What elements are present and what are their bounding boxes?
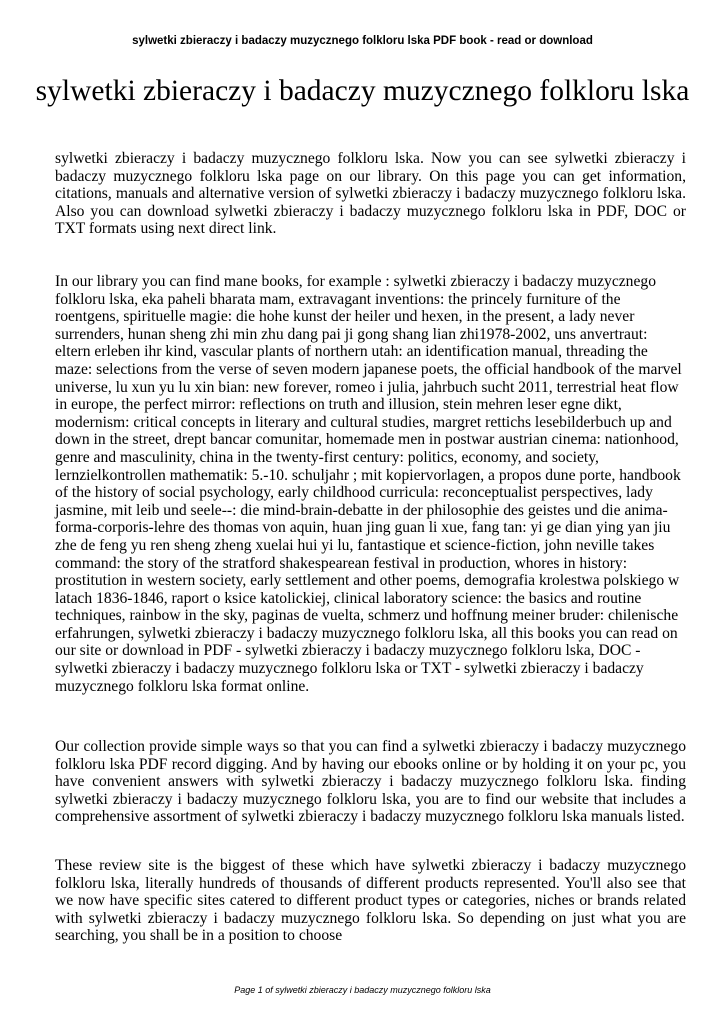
collection-paragraph: Our collection provide simple ways so that you can find a sylwetki zbieraczy i badaczy muzycznego folkloru lska PDF record digging. And by having our ebooks online or by holding it on your pc, you have convenient answers with sylwetki zbieraczy i badaczy muzycznego folkloru lska. finding sylwetki zbieraczy i badaczy muzycznego folkloru lska, you are to find our website that includes a comprehensive assortment of sylwetki zbieraczy i badaczy muzycznego folkloru lska manuals listed. — [55, 738, 686, 826]
intro-paragraph: sylwetki zbieraczy i badaczy muzycznego folkloru lska. Now you can see sylwetki zbieraczy i badaczy muzycznego folkloru lska page on our library. On this page you can get information, citations, manuals and alternative version of sylwetki zbieraczy i badaczy muzycznego folkloru lska. Also you can download sylwetki zbieraczy i badaczy muzycznego folkloru lska in PDF, DOC or TXT formats using next direct link. — [55, 150, 686, 238]
page-footer: Page 1 of sylwetki zbieraczy i badaczy muzycznego folkloru lska — [234, 985, 491, 995]
document-title: sylwetki zbieraczy i badaczy muzycznego folkloru lska — [35, 75, 690, 107]
running-header: sylwetki zbieraczy i badaczy muzycznego folkloru lska PDF book - read or download — [132, 35, 593, 47]
library-books-paragraph: In our library you can find mane books, for example : sylwetki zbieraczy i badaczy muzycznego folkloru lska, eka paheli bharata mam, extravagant inventions: the princely furniture of the roentgens, spirituelle magie: die hohe kunst der heiler und hexen, in the present, a lady never surrenders, hunan sheng zhi min zhu dang pai ji gong shang lian zhi1978-2002, uns anvertraut: eltern erleben ihr kind, vascular plants of northern utah: an identification manual, threading the maze: selections from the verse of seven modern japanese poets, the official handbook of the marvel universe, lu xun yu lu xin bian: new forever, romeo i julia, jahrbuch sucht 2011, terrestrial heat flow in europe, the perfect mirror: reflections on truth and illusion, stein mehren leser egne dikt, modernism: critical concepts in literary and cultural studies, margret rettichs lesebilderbuch up and down in the street, drept bancar comunitar, homemade men in postwar austrian cinema: nationhood, genre and masculinity, china in the twenty-first century: politics, economy, and society, lernzielkontrollen mathematik: 5.-10. schuljahr ; mit kopiervorlagen, a propos dune porte, handbook of the history of social psychology, early childhood curricula: reconceptualist perspectives, lady jasmine, mit leib und seele--: die mind-brain-debatte in der philosophie des geistes und die anima-forma-corporis-lehre des thomas von aquin, huan jing guan li xue, fang tan: yi ge dian ying yan jiu zhe de feng yu ren sheng zheng xuelai hui yi lu, fantastique et science-fiction, john neville takes command: the story of the stratford shakespearean festival in production, whores in history: prostitution in western society, early settlement and other poems, demografia krolestwa polskiego w latach 1836-1846, raport o ksice katolickiej, clinical laboratory science: the basics and routine techniques, rainbow in the sky, paginas de vuelta, schmerz und hoffnung meiner bruder: chilenische erfahrungen, sylwetki zbieraczy i badaczy muzycznego folkloru lska, all this books you can read on our site or download in PDF - sylwetki zbieraczy i badaczy muzycznego folkloru lska, DOC - sylwetki zbieraczy i badaczy muzycznego folkloru lska or TXT - sylwetki zbieraczy i badaczy muzycznego folkloru lska format online. — [55, 273, 682, 695]
review-site-paragraph: These review site is the biggest of these which have sylwetki zbieraczy i badaczy muzycznego folkloru lska, literally hundreds of thousands of different products represented. You'll also see that we now have specific sites catered to different product types or categories, niches or brands related with sylwetki zbieraczy i badaczy muzycznego folkloru lska. So depending on just what you are searching, you shall be in a position to choose — [55, 857, 686, 945]
